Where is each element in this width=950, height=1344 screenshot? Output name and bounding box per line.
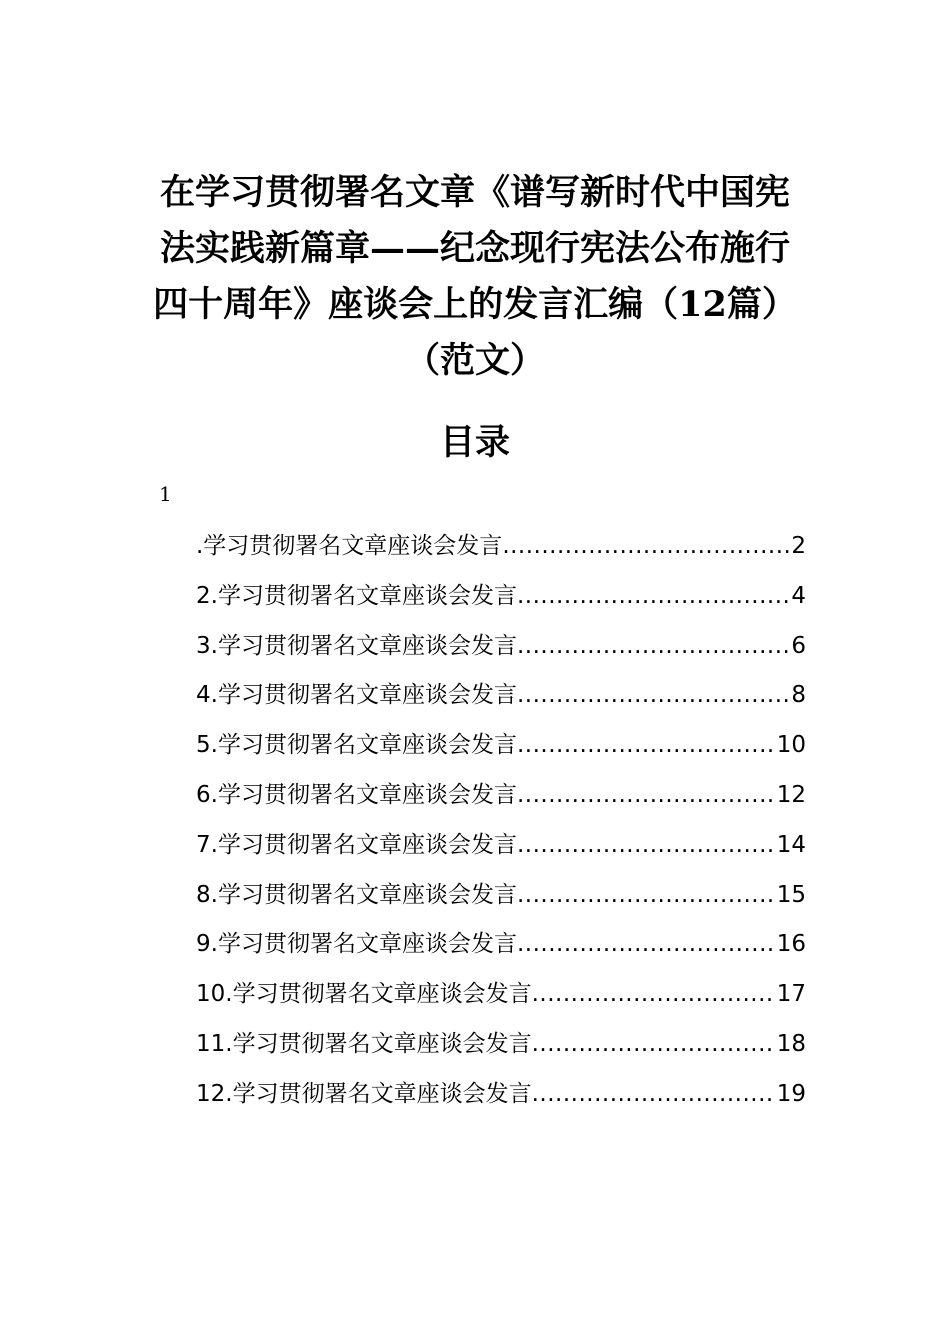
toc-dot-leader: [517, 576, 789, 616]
toc-dot-leader: [517, 626, 789, 666]
toc-entry-page: 6: [791, 632, 806, 659]
toc-entry-9[interactable]: [196, 924, 806, 974]
toc-entry-page: 15: [776, 881, 806, 908]
title-line-3: 四十周年》座谈会上的发言汇编（12篇）: [153, 284, 797, 325]
toc-stray-number: 1: [159, 482, 172, 506]
toc-entry-page: 14: [776, 831, 806, 858]
toc-dot-leader: [517, 924, 775, 964]
toc-entry-label: 4.学习贯彻署名文章座谈会发言: [196, 682, 517, 709]
toc-entry-page: 17: [776, 981, 806, 1008]
toc-entry-11[interactable]: [196, 1024, 806, 1074]
toc-entry-label: 12.学习贯彻署名文章座谈会发言: [196, 1080, 532, 1107]
toc-entry-label: 5.学习贯彻署名文章座谈会发言: [196, 732, 517, 759]
toc-entry-page: 4: [791, 582, 806, 609]
table-of-contents: [196, 526, 806, 1124]
toc-entry-7[interactable]: [196, 825, 806, 875]
toc-entry-12[interactable]: [196, 1074, 806, 1124]
toc-dot-leader: [517, 775, 775, 815]
toc-entry-page: 16: [776, 931, 806, 958]
title-line-2: 法实践新篇章——纪念现行宪法公布施行: [159, 228, 790, 269]
toc-entry-4[interactable]: [196, 675, 806, 725]
toc-entry-label: 2.学习贯彻署名文章座谈会发言: [196, 582, 517, 609]
document-title: [140, 165, 810, 389]
toc-dot-leader: [502, 526, 789, 566]
toc-entry-page: 2: [791, 533, 806, 559]
toc-entry-label: 6.学习贯彻署名文章座谈会发言: [196, 781, 517, 808]
toc-entry-3[interactable]: [196, 626, 806, 676]
toc-entry-6[interactable]: [196, 775, 806, 825]
toc-dot-leader: [532, 974, 775, 1014]
toc-entry-label: 7.学习贯彻署名文章座谈会发言: [196, 831, 517, 858]
toc-entry-page: 10: [776, 732, 806, 759]
toc-entry-8[interactable]: [196, 875, 806, 925]
toc-entry-5[interactable]: [196, 725, 806, 775]
toc-entry-page: 19: [776, 1080, 806, 1107]
toc-entry-label: 8.学习贯彻署名文章座谈会发言: [196, 881, 517, 908]
toc-entry-page: 18: [776, 1030, 806, 1057]
toc-dot-leader: [517, 675, 789, 715]
toc-entry-label: .学习贯彻署名文章座谈会发言: [196, 533, 503, 559]
toc-entry-page: 8: [791, 682, 806, 709]
toc-entry-page: 12: [776, 781, 806, 808]
toc-entry-label: 11.学习贯彻署名文章座谈会发言: [196, 1030, 532, 1057]
toc-dot-leader: [517, 725, 775, 765]
title-line-4: （范文）: [404, 340, 545, 381]
toc-entry-label: 10.学习贯彻署名文章座谈会发言: [196, 981, 532, 1008]
toc-entry-2[interactable]: [196, 576, 806, 626]
toc-entry-1[interactable]: [196, 526, 806, 576]
toc-entry-label: 9.学习贯彻署名文章座谈会发言: [196, 931, 517, 958]
toc-dot-leader: [532, 1074, 775, 1114]
title-line-1: 在学习贯彻署名文章《谱写新时代中国宪: [159, 172, 790, 213]
toc-dot-leader: [517, 825, 775, 865]
toc-entry-10[interactable]: [196, 974, 806, 1024]
toc-heading: 目录: [439, 422, 510, 463]
toc-dot-leader: [532, 1024, 775, 1064]
toc-dot-leader: [517, 875, 775, 915]
toc-entry-label: 3.学习贯彻署名文章座谈会发言: [196, 632, 517, 659]
